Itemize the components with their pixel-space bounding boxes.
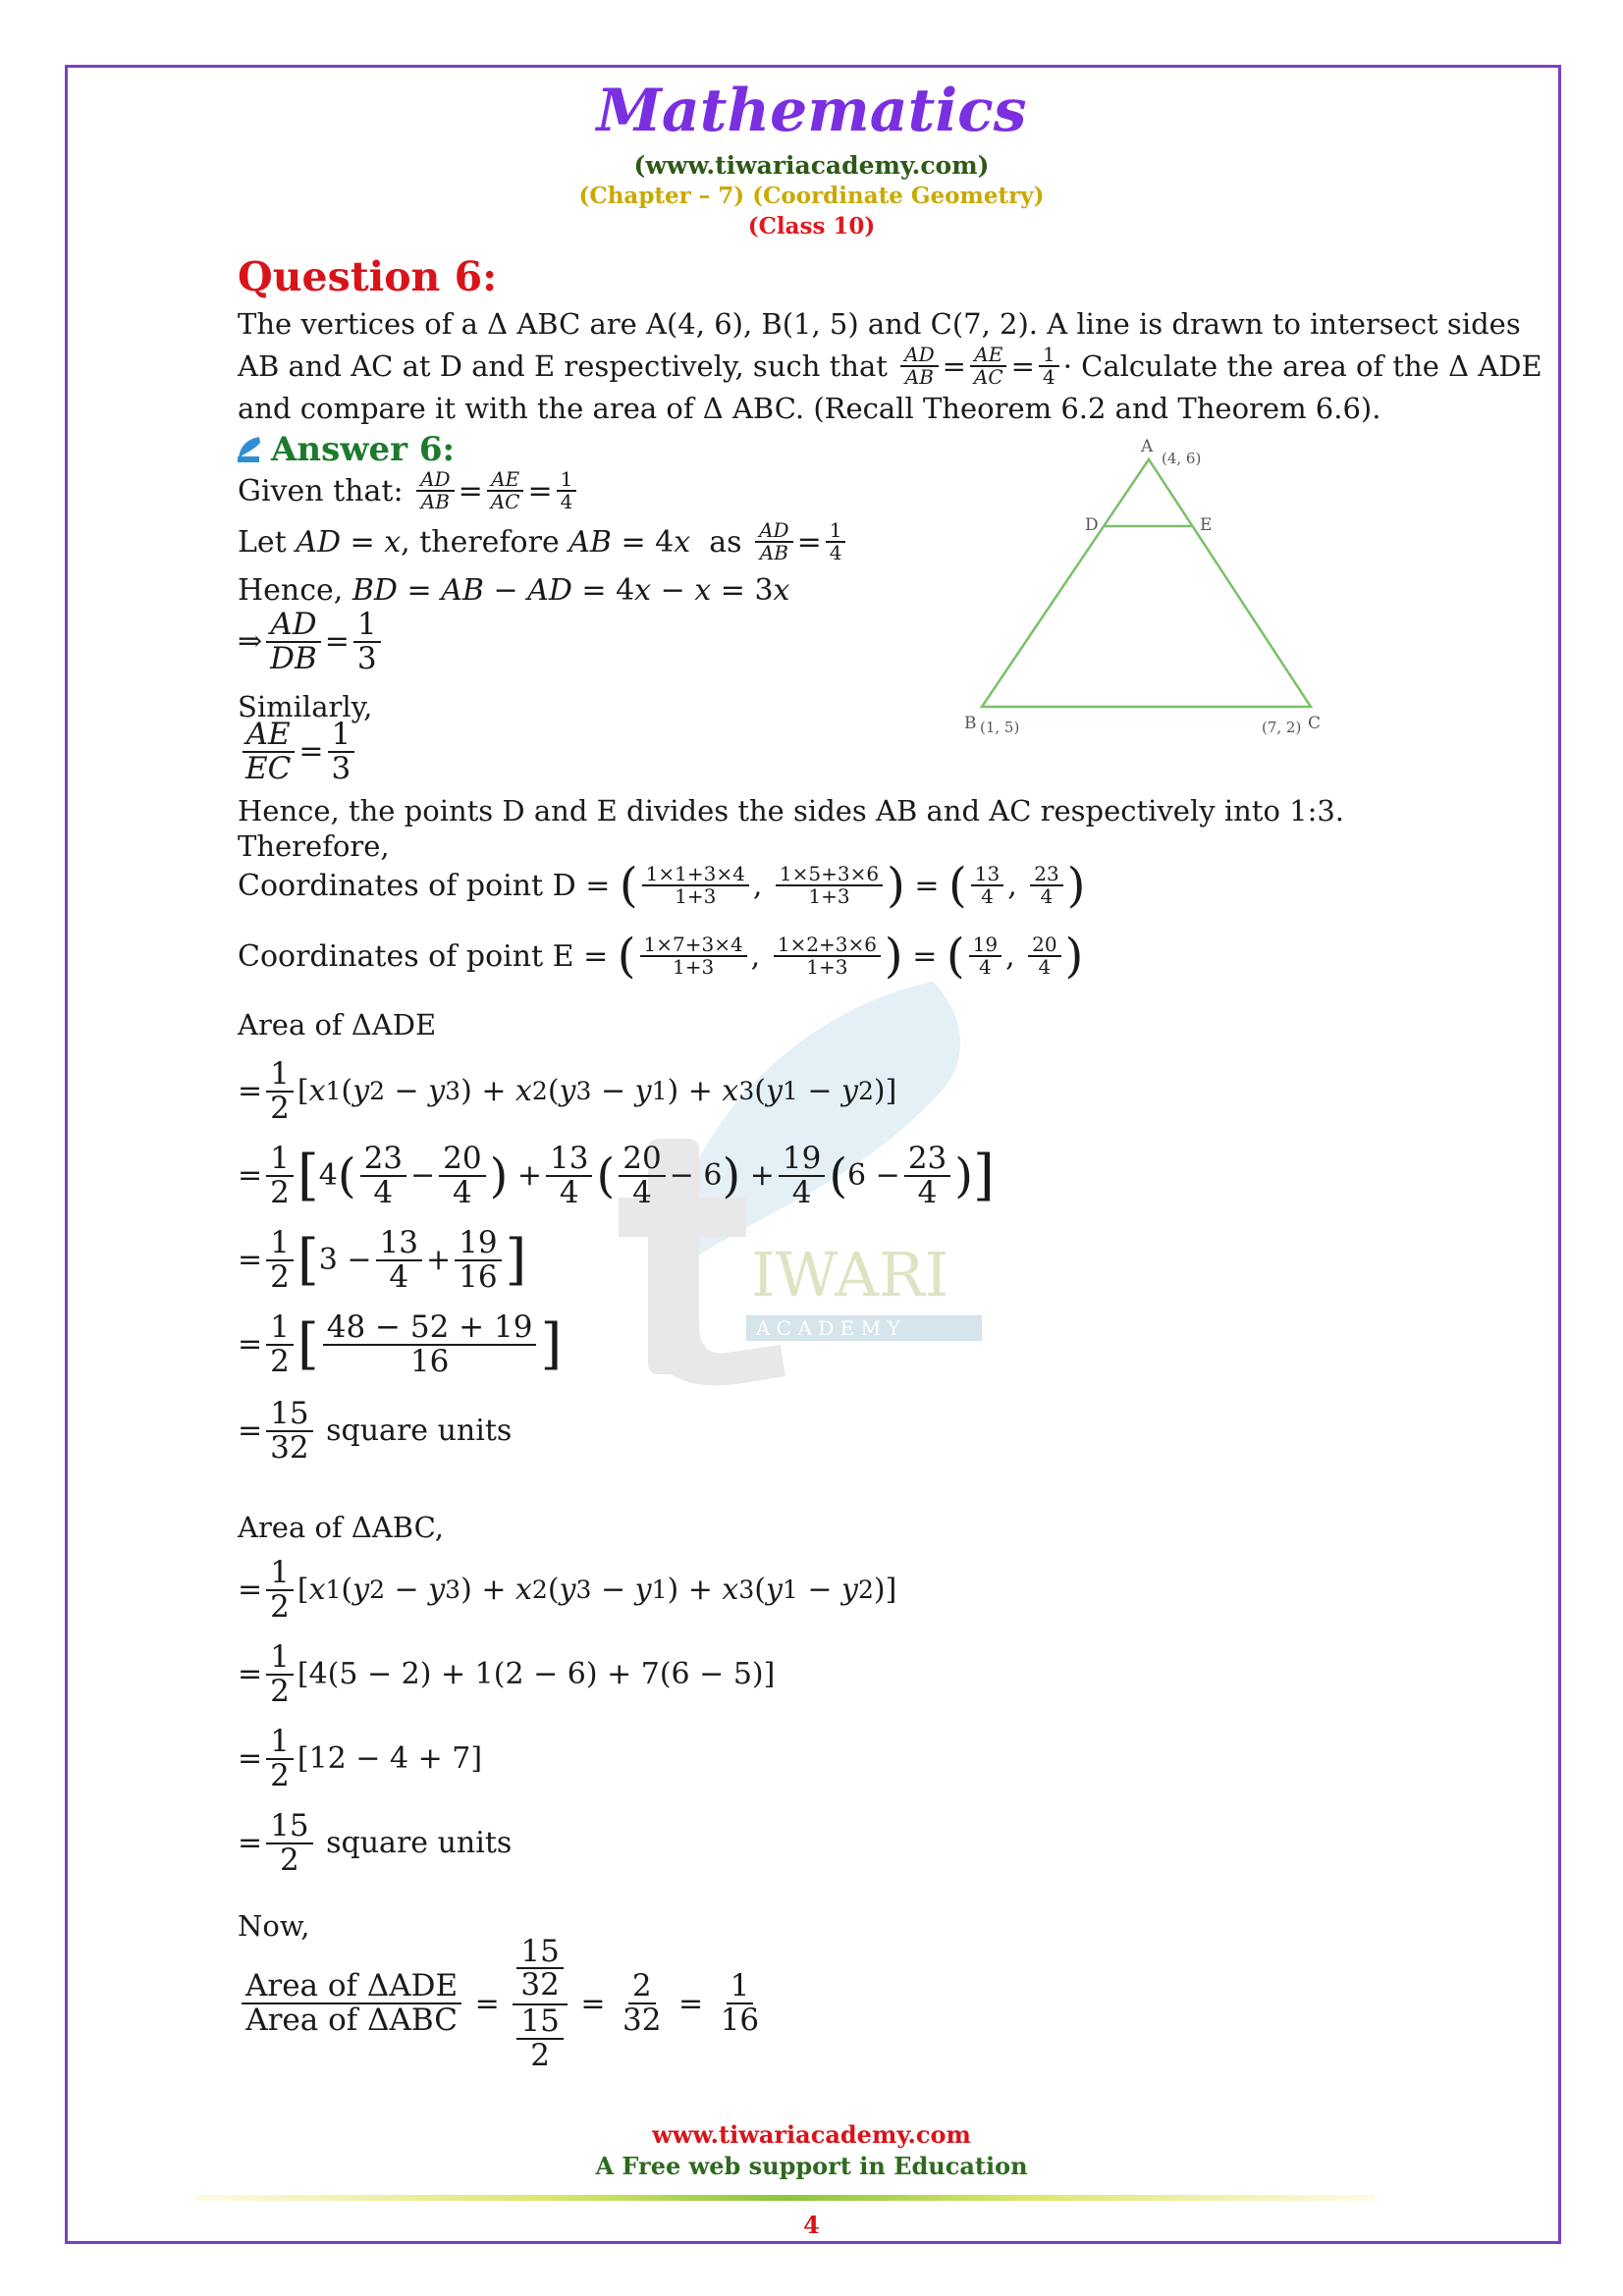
site-url: (www.tiwariacademy.com)	[633, 151, 990, 180]
vertex-b-coord: (1, 5)	[980, 719, 1020, 736]
area-abc-step-1: = $\frac{1}{2}$ [4(5 − 2) + 1(2 − 6) + 7(6 − 5)]	[238, 1639, 776, 1709]
given-line: Given that: $\frac{AD}{AB}$ = $\frac{AE}{AC}$ = $\frac{1}{4}$	[238, 469, 580, 512]
ae-ec-line: $\frac{AE}{EC}$ = $\frac{1}{3}$	[238, 719, 358, 784]
chapter-label: (Chapter – 7) (Coordinate Geometry)	[578, 183, 1045, 209]
watermark-subtext: A C A D E M Y	[756, 1316, 900, 1340]
coord-e-line: Coordinates of point E = ( $\frac{1\times 7+3\times 4}{1+3}$ , $\frac{1\times 2+3\times 6}{1+3}$ ) = ( $\frac{19}{4}$ , $\frac{20}{4}$ )	[238, 929, 1084, 984]
bd-line: Hence, BD = AB − AD = 4 x − x = 3 x	[238, 573, 790, 608]
tiwari-leaf-icon	[236, 435, 263, 464]
vertex-c-label: C	[1308, 714, 1322, 733]
ratio-line: $\frac{\text{Area of ΔADE}}{\text{Area of ΔABC}}$ = $\frac{\frac{15}{32}}{\frac{15}{2}}$ = $\frac{2}{32}$ = $\frac{1}{16}$	[238, 1940, 767, 2067]
let-line: Let AD = x , therefore AB = 4 x as $\frac{AD}{AB}$ = $\frac{1}{4}$	[238, 520, 849, 563]
vertex-a-label: A	[1141, 437, 1154, 456]
triangle-diagram	[962, 432, 1335, 746]
area-ade-step-3: = $\frac{1}{2}$ [ $\frac{48 - 52 + 19}{16}$ ]	[238, 1309, 563, 1379]
triangle-abc	[982, 459, 1311, 707]
question-line-3: and compare it with the area of Δ ABC. (Recall Theorem 6.2 and Theorem 6.6).	[238, 392, 1381, 425]
class-label: (Class 10)	[747, 213, 876, 240]
area-abc-label: Area of ΔABC,	[238, 1511, 444, 1544]
area-abc-result: = $\frac{15}{2}$ square units	[238, 1808, 513, 1878]
now-label: Now,	[238, 1909, 310, 1943]
ratio-ad-ab: $\frac{AD}{AB}$	[900, 345, 938, 388]
footer-url: www.tiwariacademy.com	[652, 2120, 971, 2149]
area-abc-step-2: = $\frac{1}{2}$ [12 − 4 + 7]	[238, 1724, 483, 1793]
question-line-1: The vertices of a Δ ABC are A(4, 6), B(1, 5) and C(7, 2). A line is drawn to intersect sides	[238, 307, 1521, 341]
ad-db-line: ⇒ $\frac{AD}{DB}$ = $\frac{1}{3}$	[238, 609, 385, 674]
given-label: Given that:	[238, 473, 404, 508]
area-ade-step-2: = $\frac{1}{2}$ [ 3 − $\frac{13}{4}$ + $\frac{19}{16}$ ]	[238, 1225, 527, 1295]
answer-heading	[236, 430, 455, 469]
question-heading: Question 6:	[238, 253, 498, 300]
footer-tagline: A Free web support in Education	[595, 2152, 1028, 2180]
area-abc-formula: = $\frac{1}{2}$ [ x 1 ( y 2 − y 3 ) + x 2 ( y 3 − y 1 ) + x 3 ( y 1 − y 2 )]	[238, 1555, 897, 1625]
divides-text: Hence, the points D and E divides the sides AB and AC respectively into 1:3.	[238, 794, 1345, 828]
answer-heading-text: Answer 6:	[271, 430, 456, 469]
page-title: Mathematics	[596, 77, 1027, 145]
question-line-2b: Calculate the area of the Δ ADE	[1081, 349, 1542, 383]
ratio-ae-ac: $\frac{AE}{AC}$	[970, 345, 1007, 388]
vertex-b-label: B	[964, 714, 977, 733]
area-ade-step-1: = $\frac{1}{2}$ [ 4 ( $\frac{23}{4}$ − $\frac{20}{4}$ ) + $\frac{13}{4}$ ( $\frac{20}{4}$ − 6 ) + $\frac{19}{4}$ ( 6 − $\frac{23}{4}$ ) ]	[238, 1141, 995, 1210]
vertex-c-coord: (7, 2)	[1262, 719, 1302, 736]
question-line-2a: AB and AC at D and E respectively, such that	[238, 349, 888, 383]
area-ade-label: Area of ΔADE	[238, 1008, 437, 1041]
similarly-label: Similarly,	[238, 690, 373, 723]
question-line-2: AB and AC at D and E respectively, such that $\frac{AD}{AB}$ = $\frac{AE}{AC}$ = $\frac{1}{4}$ · Calculate the area of the Δ ADE	[238, 343, 1542, 389]
vertex-a-coord: (4, 6)	[1162, 450, 1202, 467]
page-number: 4	[803, 2211, 820, 2239]
watermark-text: IWARI	[751, 1239, 949, 1310]
point-d-label: D	[1085, 515, 1099, 535]
area-ade-result: = $\frac{15}{32}$ square units	[238, 1396, 513, 1466]
point-e-label: E	[1200, 515, 1213, 535]
footer-divider	[196, 2195, 1375, 2201]
area-ade-formula: = $\frac{1}{2}$ [ x 1 ( y 2 − y 3 ) + x 2 ( y 3 − y 1 ) + x 3 ( y 1 − y 2 )]	[238, 1056, 897, 1126]
ratio-one-fourth: $\frac{1}{4}$	[1039, 345, 1059, 388]
coord-d-line: Coordinates of point D = ( $\frac{1\times 1+3\times 4}{1+3}$ , $\frac{1\times 5+3\times 6}{1+3}$ ) = ( $\frac{13}{4}$ , $\frac{23}{4}$ )	[238, 858, 1086, 913]
therefore-label: Therefore,	[238, 829, 390, 863]
